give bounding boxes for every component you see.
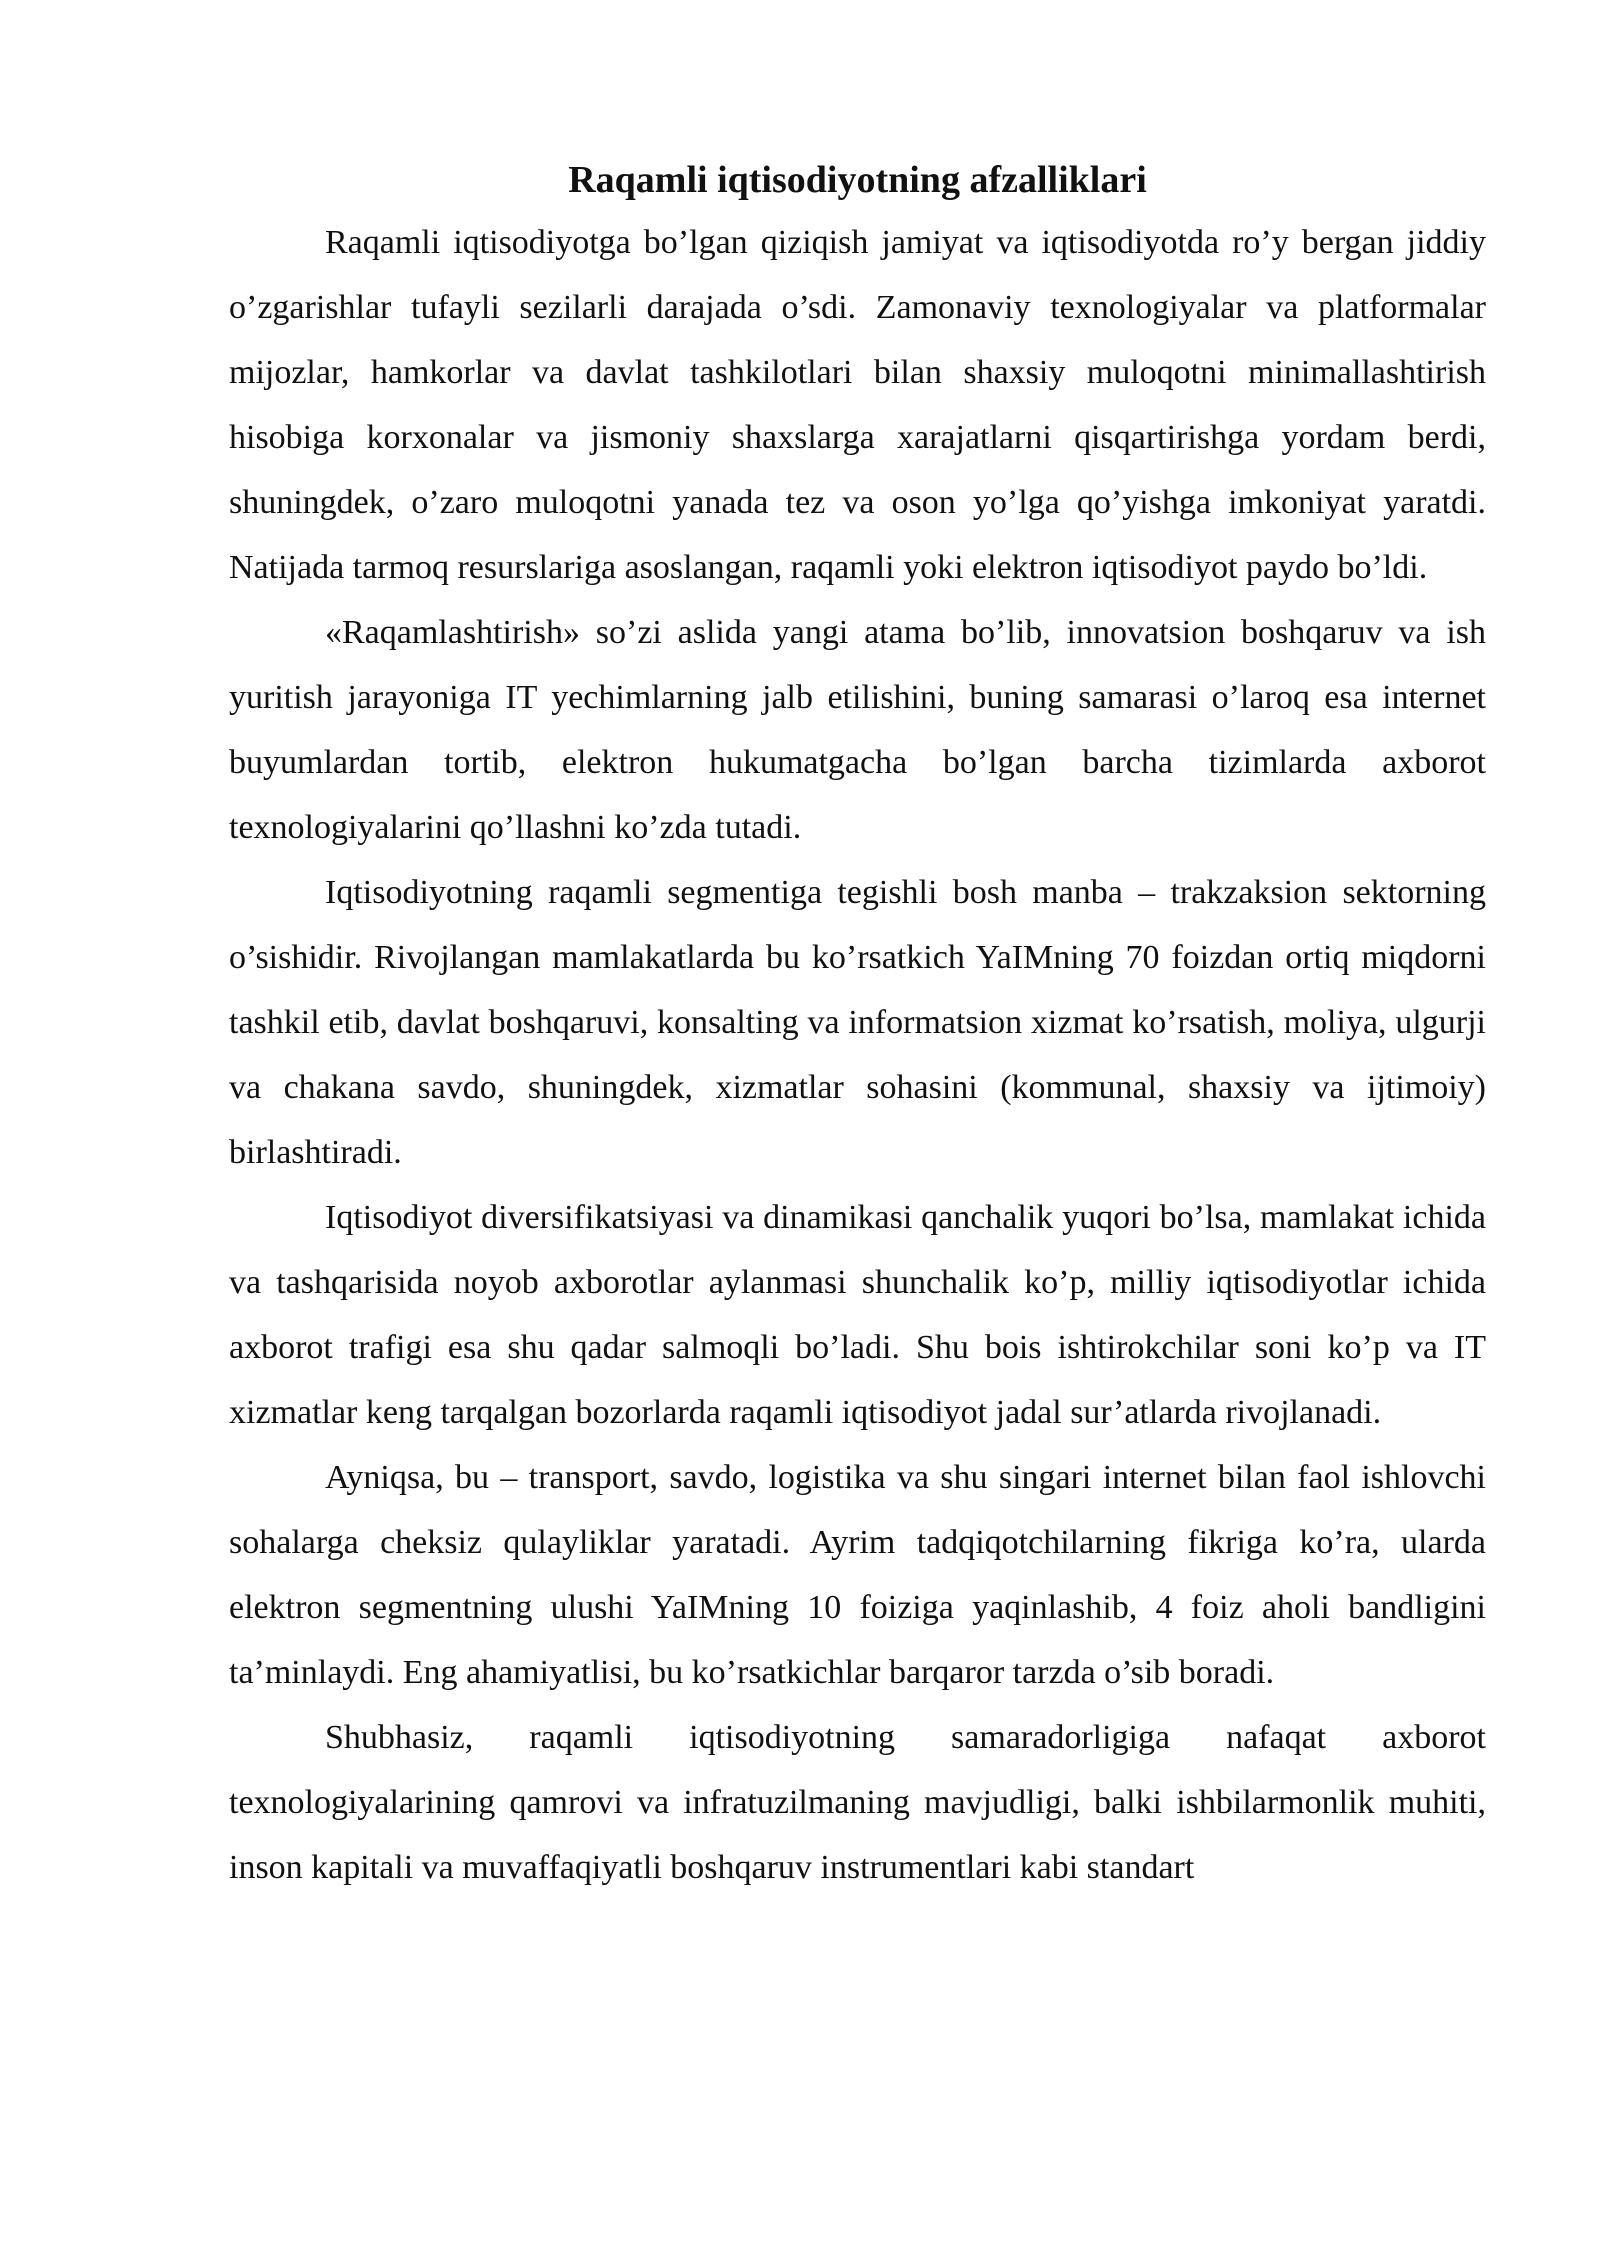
paragraph-1: Raqamli iqtisodiyotga bo’lgan qiziqish jamiyat va iqtisodiyotda ro’y bergan jiddiy o’zgarishlar tufayli sezilarli darajada o’sdi. Zamonaviy texnologiyalar va platformalar mijozlar, hamkorlar va davlat tashkilotlari bilan shaxsiy muloqotni minimallashtirish hisobiga korxonalar va jismoniy shaxslarga xarajatlarni qisqartirishga yordam berdi, shuningdek, o’zaro muloqotni yanada tez va oson yo’lga qo’yishga imkoniyat yaratdi. Natijada tarmoq resurslariga asoslangan, raqamli yoki elektron iqtisodiyot paydo bo’ldi.	[229, 224, 1486, 586]
paragraph-5: Ayniqsa, bu – transport, savdo, logistika va shu singari internet bilan faol ishlovchi sohalarga cheksiz qulayliklar yaratadi. Ayrim tadqiqotchilarning fikriga ko’ra, ularda elektron segmentning ulushi YaIMning 10 foiziga yaqinlashib, 4 foiz aholi bandligini ta’minlaydi. Eng ahamiyatlisi, bu ko’rsatkichlar barqaror tarzda o’sib boradi.	[229, 1459, 1486, 1691]
paragraph-3: Iqtisodiyotning raqamli segmentiga tegishli bosh manba – trakzaksion sektorning o’sishidir. Rivojlangan mamlakatlarda bu ko’rsatkich YaIMning 70 foizdan ortiq miqdorni tashkil etib, davlat boshqaruvi, konsalting va informatsion xizmat ko’rsatish, moliya, ulgurji va chakana savdo, shuningdek, xizmatlar sohasini (kommunal, shaxsiy va ijtimoiy) birlashtiradi.	[229, 874, 1486, 1171]
document-body	[229, 150, 1486, 1900]
document-title: Raqamli iqtisodiyotning afzalliklari	[568, 159, 1147, 201]
paragraph-2: «Raqamlashtirish» so’zi aslida yangi atama bo’lib, innovatsion boshqaruv va ish yuritish jarayoniga IT yechimlarning jalb etilishini, buning samarasi o’laroq esa internet buyumlardan tortib, elektron hukumatgacha bo’lgan barcha tizimlarda axborot texnologiyalarini qo’llashni ko’zda tutadi.	[229, 614, 1486, 846]
paragraph-4: Iqtisodiyot diversifikatsiyasi va dinamikasi qanchalik yuqori bo’lsa, mamlakat ichida va tashqarisida noyob axborotlar aylanmasi shunchalik ko’p, milliy iqtisodiyotlar ichida axborot trafigi esa shu qadar salmoqli bo’ladi. Shu bois ishtirokchilar soni ko’p va IT xizmatlar keng tarqalgan bozorlarda raqamli iqtisodiyot jadal sur’atlarda rivojlanadi.	[229, 1199, 1486, 1431]
paragraph-6: Shubhasiz, raqamli iqtisodiyotning samaradorligiga nafaqat axborot texnologiyalarining qamrovi va infratuzilmaning mavjudligi, balki ishbilarmonlik muhiti, inson kapitali va muvaffaqiyatli boshqaruv instrumentlari kabi standart	[229, 1719, 1486, 1886]
